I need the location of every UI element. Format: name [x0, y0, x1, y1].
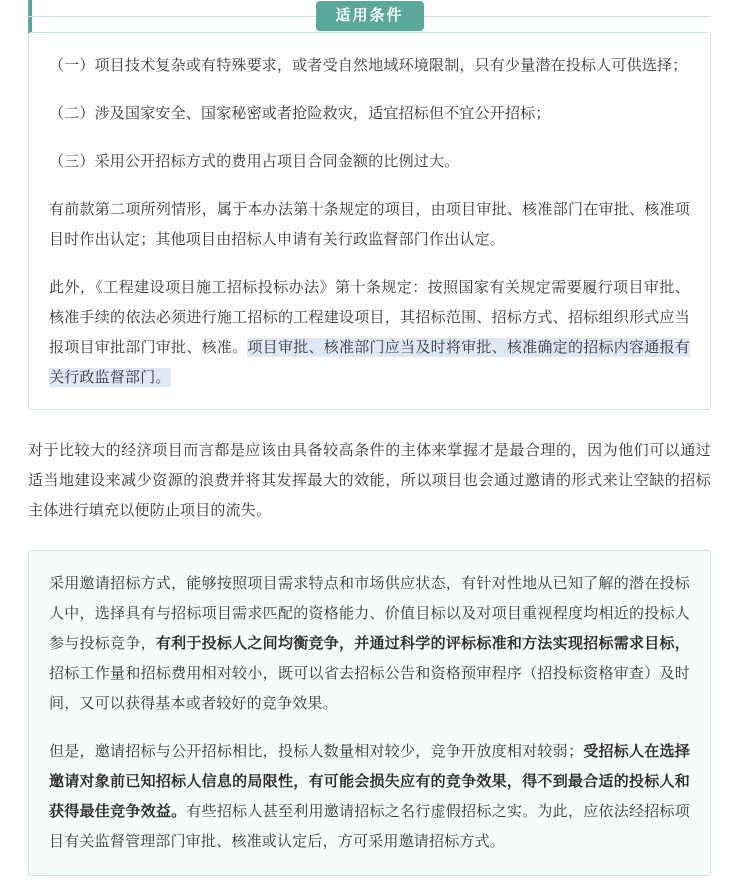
section-applicable-conditions [28, 0, 711, 410]
condition-item-2: （二）涉及国家安全、国家秘密或者抢险救灾，适宜招标但不宜公开招标； [49, 105, 551, 122]
drawbacks-text-bold: 受招标人在选择邀请对象前已知招标人信息的局限性，有可能会损失应有的竞争效果，得不到最合适的投标人和获得最佳竞争效益。 [49, 743, 690, 820]
advantages-text-bold: 有利于投标人之间均衡竞争，并通过科学的评标标准和方法实现招标需求目标， [155, 635, 690, 652]
conditions-box [28, 32, 711, 410]
regulation-text-highlight: 项目审批、核准部门应当及时将审批、核准确定的招标内容通报有关行政监督部门。 [49, 339, 690, 386]
invitation-drawbacks-paragraph [49, 737, 690, 857]
conditions-regulation-paragraph [49, 273, 690, 393]
invitation-advantages-paragraph [49, 569, 690, 719]
advantages-text-part1: 采用邀请招标方式，能够按照项目需求特点和市场供应状态，有针对性地从已知了解的潜在投标人中，选择具有与招标项目需求匹配的资格能力、价值目标以及对项目重视程度均相近的投标人参与投标竞争， [49, 575, 690, 652]
middle-commentary-text: 对于比较大的经济项目而言都是应该由具备较高条件的主体来掌握才是最合理的，因为他们可以通过适当地建设来减少资源的浪费并将其发挥最大的效能，所以项目也会通过邀请的形式来让空缺的招标主体进行填充以便防止项目的流失。 [28, 442, 711, 519]
invitation-bidding-box [28, 550, 711, 876]
drawbacks-text-part1: 但是，邀请招标与公开招标相比，投标人数量相对较少，竞争开放度相对较弱； [49, 743, 584, 760]
conditions-note: 有前款第二项所列情形，属于本办法第十条规定的项目，由项目审批、核准部门在审批、核准项目时作出认定；其他项目由招标人申请有关行政监督部门作出认定。 [49, 201, 690, 248]
regulation-text-normal: 此外，《工程建设项目施工招标投标办法》第十条规定：按照国家有关规定需要履行项目审批、核准手续的依法必须进行施工招标的工程建设项目，其招标范围、招标方式、招标组织形式应当报项目审批部门审批、核准。 [49, 279, 690, 356]
condition-item-3: （三）采用公开招标方式的费用占项目合同金额的比例过大。 [49, 153, 460, 170]
condition-item-1: （一）项目技术复杂或有特殊要求，或者受自然地域环境限制，只有少量潜在投标人可供选择； [49, 57, 688, 74]
middle-commentary [28, 436, 711, 526]
advantages-text-part2: 招标工作量和招标费用相对较小，既可以省去招标公告和资格预审程序（招投标资格审查）及时间，又可以获得基本或者较好的竞争效果。 [49, 665, 690, 712]
section-title-badge: 适用条件 [316, 1, 424, 31]
drawbacks-text-part2: 有些招标人甚至利用邀请招标之名行虚假招标之实。为此，应依法经招标项目有关监督管理部门审批、核准或认定后，方可采用邀请招标方式。 [49, 803, 690, 850]
header-divider-right [424, 16, 712, 17]
header-divider-left [28, 16, 316, 17]
section-header-row [28, 0, 711, 32]
